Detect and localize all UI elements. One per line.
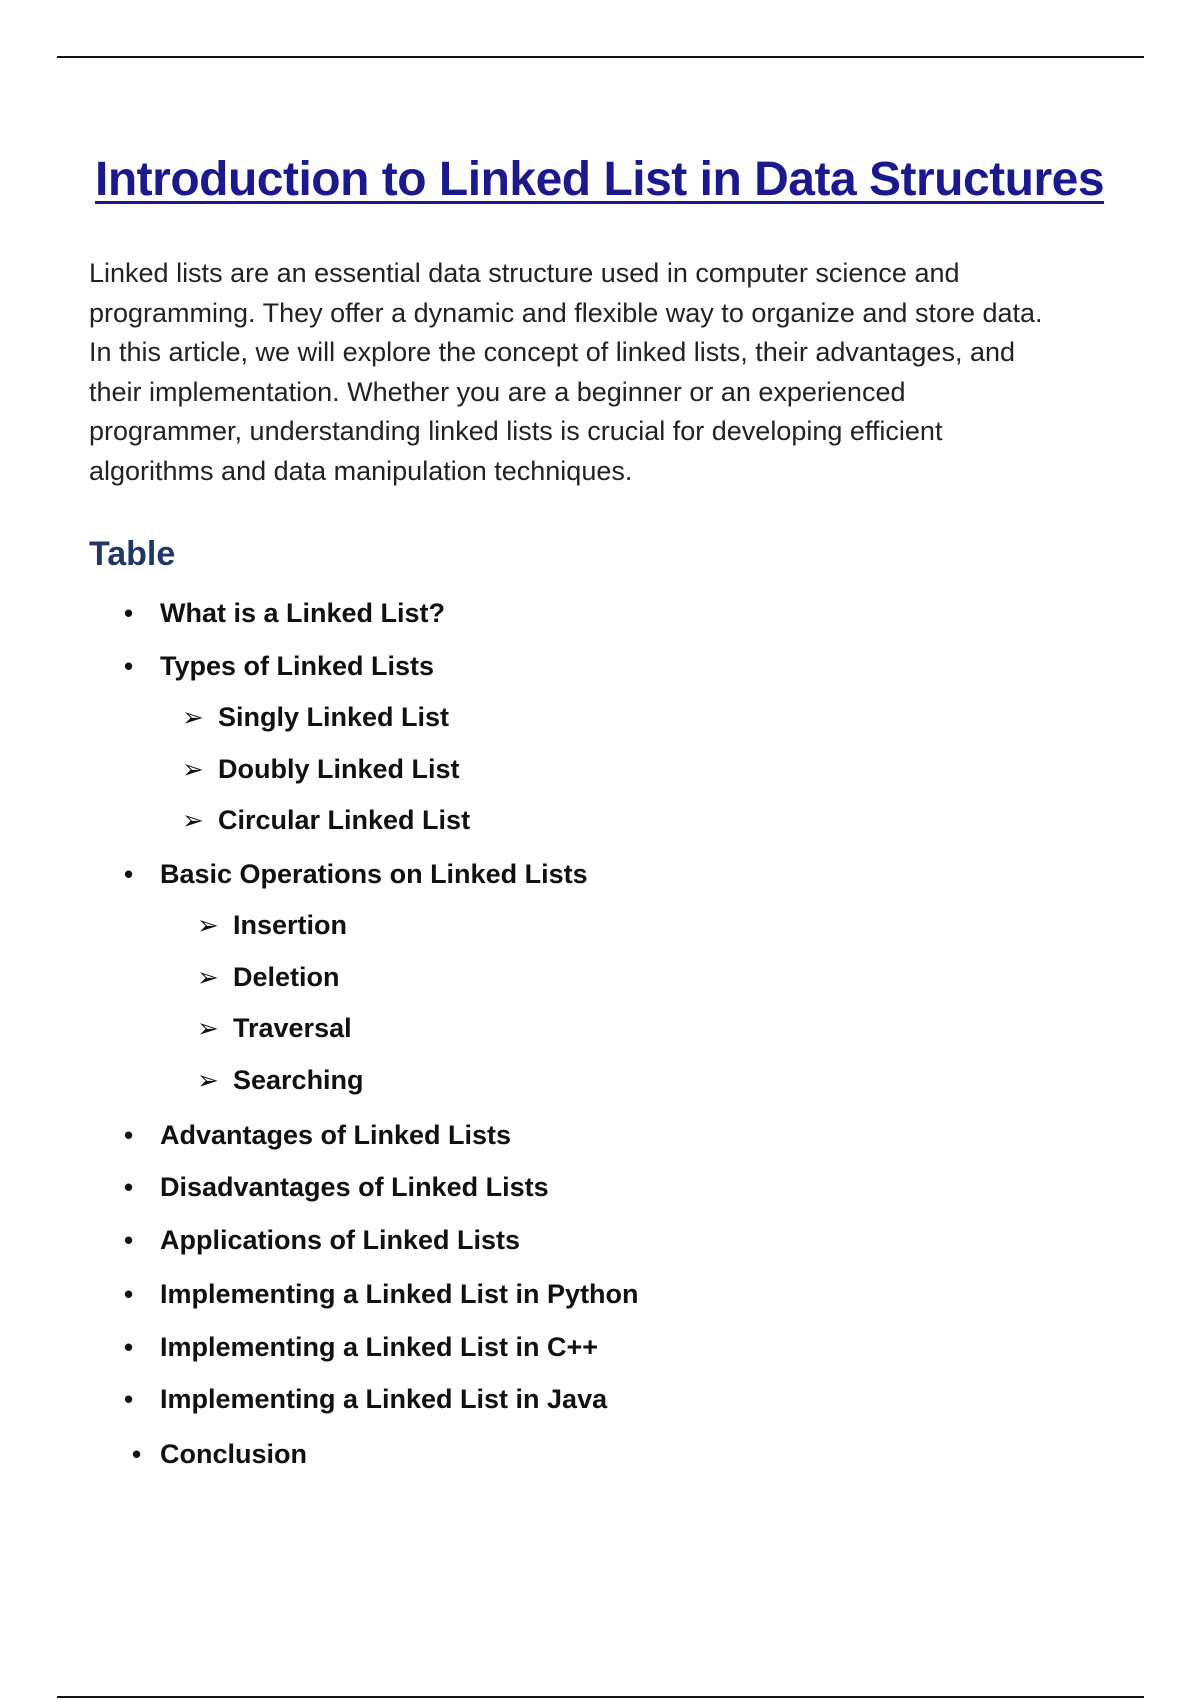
toc-item-disadvantages bbox=[124, 1170, 549, 1204]
toc-item-label: Applications of Linked Lists bbox=[160, 1225, 521, 1255]
toc-item-operations bbox=[124, 857, 588, 891]
arrow-bullet-icon: ➢ bbox=[197, 962, 219, 992]
bullet-icon: • bbox=[132, 1439, 142, 1469]
toc-subitem-insertion bbox=[197, 908, 348, 942]
toc-item-label: Traversal bbox=[233, 1013, 352, 1043]
toc-item-label: What is a Linked List? bbox=[160, 598, 446, 628]
toc-item-types bbox=[124, 649, 435, 683]
intro-line: programming. They offer a dynamic and flexible way to organize and store data. bbox=[89, 297, 1043, 328]
toc-item-advantages bbox=[124, 1118, 512, 1152]
arrow-bullet-icon: ➢ bbox=[197, 910, 219, 940]
toc-item-label: Implementing a Linked List in Java bbox=[160, 1384, 608, 1414]
bullet-icon: • bbox=[124, 1279, 134, 1309]
toc-item-label: Singly Linked List bbox=[218, 702, 450, 732]
intro-line: In this article, we will explore the concept of linked lists, their advantages, and bbox=[89, 337, 1015, 367]
bottom-rule bbox=[57, 1696, 1144, 1698]
intro-line: their implementation. Whether you are a beginner or an experienced bbox=[89, 376, 906, 407]
toc-item-label: Insertion bbox=[233, 910, 348, 940]
toc-item-label: Implementing a Linked List in C++ bbox=[160, 1332, 599, 1362]
toc-item-label: Deletion bbox=[233, 962, 340, 992]
toc-heading: Table bbox=[89, 535, 176, 573]
bullet-icon: • bbox=[124, 598, 134, 628]
toc-subitem-doubly bbox=[182, 752, 460, 786]
page-title: Introduction to Linked List in Data Structures bbox=[95, 153, 1105, 206]
toc-subitem-circular bbox=[182, 803, 471, 837]
toc-subitem-searching bbox=[197, 1063, 364, 1097]
toc-item-label: Doubly Linked List bbox=[218, 754, 460, 784]
toc-item-label: Types of Linked Lists bbox=[160, 651, 435, 681]
toc-item-impl-python bbox=[124, 1277, 639, 1311]
toc-item-applications bbox=[124, 1223, 521, 1257]
bullet-icon: • bbox=[124, 1225, 134, 1255]
toc-item-label: Disadvantages of Linked Lists bbox=[160, 1172, 549, 1202]
toc-item-label: Implementing a Linked List in Python bbox=[160, 1279, 639, 1309]
toc-item-label: Advantages of Linked Lists bbox=[160, 1120, 512, 1150]
arrow-bullet-icon: ➢ bbox=[197, 1065, 219, 1095]
arrow-bullet-icon: ➢ bbox=[182, 805, 204, 835]
toc-item-conclusion bbox=[132, 1437, 307, 1471]
toc-subitem-singly bbox=[182, 700, 450, 734]
bullet-icon: • bbox=[124, 1332, 134, 1362]
toc-item-label: Conclusion bbox=[160, 1439, 307, 1469]
arrow-bullet-icon: ➢ bbox=[182, 702, 204, 732]
toc-item-impl-cpp bbox=[124, 1330, 599, 1364]
bullet-icon: • bbox=[124, 859, 134, 889]
toc-subitem-deletion bbox=[197, 960, 340, 994]
bullet-icon: • bbox=[124, 1172, 134, 1202]
toc-subitem-traversal bbox=[197, 1011, 352, 1045]
intro-line: programmer, understanding linked lists is crucial for developing efficient bbox=[89, 416, 943, 446]
toc-item-label: Circular Linked List bbox=[218, 805, 471, 835]
arrow-bullet-icon: ➢ bbox=[182, 754, 204, 784]
toc-item-impl-java bbox=[124, 1382, 608, 1416]
arrow-bullet-icon: ➢ bbox=[197, 1013, 219, 1043]
bullet-icon: • bbox=[124, 651, 134, 681]
intro-paragraph bbox=[89, 254, 1169, 491]
bullet-icon: • bbox=[124, 1384, 134, 1414]
top-rule bbox=[57, 56, 1144, 58]
intro-line: algorithms and data manipulation techniques. bbox=[89, 455, 633, 486]
intro-line: Linked lists are an essential data structure used in computer science and bbox=[89, 258, 960, 288]
toc-item-what-is bbox=[124, 596, 446, 630]
bullet-icon: • bbox=[124, 1120, 134, 1150]
toc-item-label: Searching bbox=[233, 1065, 364, 1095]
toc-item-label: Basic Operations on Linked Lists bbox=[160, 859, 588, 889]
